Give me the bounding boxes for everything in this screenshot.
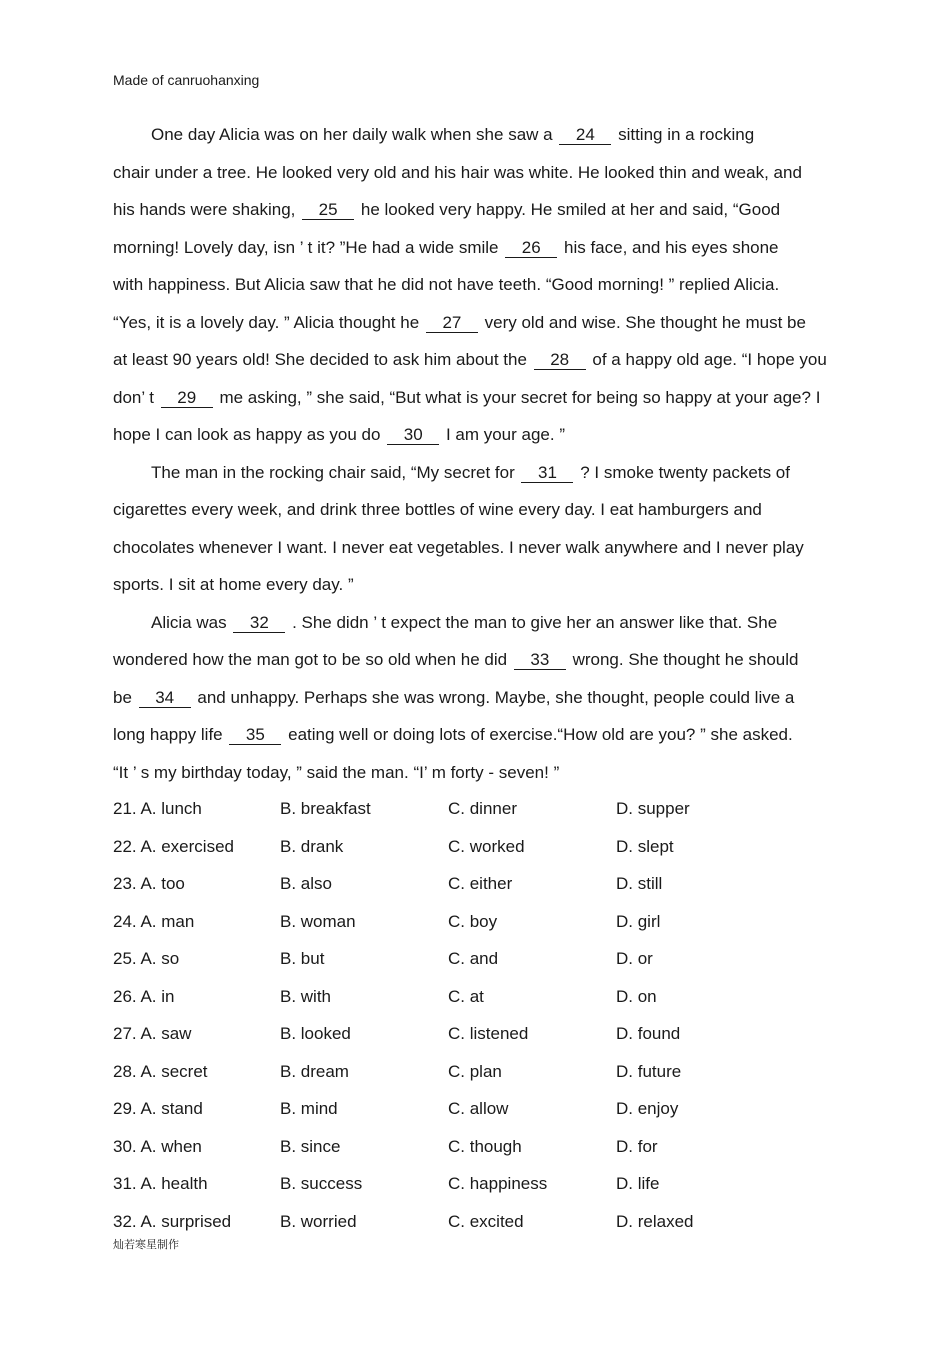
passage-line — [113, 385, 883, 423]
question-row — [113, 985, 813, 1023]
passage-line — [113, 122, 883, 160]
question-number-and-option-a — [113, 872, 185, 896]
answer-blank: 28 — [534, 351, 586, 370]
question-row — [113, 910, 813, 948]
option-a: A. secret — [140, 1061, 208, 1081]
option-b: B. breakfast — [280, 799, 371, 818]
option-b: B. looked — [280, 1024, 351, 1043]
passage-line — [113, 235, 883, 273]
option-c: C. excited — [448, 1211, 524, 1231]
answer-blank: 34 — [139, 689, 191, 708]
passage-text: and unhappy. Perhaps she was wrong. Maybe, she thought, people could live a — [197, 687, 795, 707]
option-a: A. surprised — [140, 1211, 232, 1231]
passage-text: me asking, ” she said, “But what is your secret for being so happy at your age? I — [219, 387, 821, 407]
passage-text: with happiness. But Alicia saw that he did not have teeth. “Good morning! ” replied Alicia. — [113, 275, 780, 294]
option-c: C. and — [448, 949, 499, 968]
passage-line — [113, 310, 883, 348]
option-c: C. boy — [448, 911, 498, 931]
passage-line — [113, 272, 883, 310]
passage-text: sitting in a rocking — [618, 125, 755, 144]
question-number: 28. — [113, 1061, 137, 1081]
passage-text: One day Alicia was on her daily walk when she saw a — [151, 125, 553, 144]
answer-blank: 27 — [426, 314, 478, 333]
page-footer: 灿若寒星制作 — [113, 1239, 179, 1251]
passage-text: of a happy old age. “I hope you — [592, 350, 827, 369]
passage-text: morning! Lovely day, isn ’ t it? ”He had a wide smile — [113, 237, 499, 257]
question-number-and-option-a — [113, 835, 234, 859]
question-number: 25. — [113, 949, 137, 968]
passage-text: “Yes, it is a lovely day. ” Alicia thought he — [113, 312, 420, 332]
question-number-and-option-a — [113, 1210, 231, 1234]
option-d: D. or — [616, 949, 653, 968]
question-number: 24. — [113, 911, 137, 931]
option-c: C. listened — [448, 1024, 529, 1043]
answer-blank: 24 — [559, 126, 611, 145]
passage-line — [113, 160, 883, 198]
option-d: D. on — [616, 986, 657, 1006]
question-number: 29. — [113, 1099, 137, 1118]
option-c: C. worked — [448, 836, 525, 856]
question-list — [113, 797, 813, 1247]
passage-text: wrong. She thought he should — [572, 650, 799, 669]
answer-blank: 30 — [387, 426, 439, 445]
question-number-and-option-a — [113, 910, 194, 934]
question-row — [113, 1135, 813, 1173]
passage-text: ? I smoke twenty packets of — [580, 462, 790, 482]
question-number-and-option-a — [113, 1060, 208, 1084]
question-number: 27. — [113, 1024, 137, 1043]
question-number-and-option-a — [113, 797, 202, 821]
option-d: D. life — [616, 1174, 660, 1193]
option-a: A. so — [140, 949, 180, 968]
question-number: 23. — [113, 874, 137, 893]
question-row — [113, 797, 813, 835]
question-row — [113, 1097, 813, 1135]
question-row — [113, 1172, 813, 1210]
option-b: B. mind — [280, 1099, 338, 1118]
question-number: 22. — [113, 836, 137, 856]
option-b: B. dream — [280, 1061, 349, 1081]
passage-text: Alicia was — [151, 612, 227, 632]
passage-text: eating well or doing lots of exercise.“How old are you? ” she asked. — [288, 725, 793, 744]
passage-text: his face, and his eyes shone — [563, 237, 779, 257]
passage-text: he looked very happy. He smiled at her and said, “Good — [360, 200, 781, 219]
passage-text: be — [113, 687, 132, 707]
answer-blank: 25 — [302, 201, 354, 220]
passage-text: don’ t — [113, 387, 154, 407]
option-d: D. still — [616, 874, 663, 893]
passage-line — [113, 722, 883, 760]
option-b: B. success — [280, 1174, 363, 1193]
passage-line — [113, 460, 883, 498]
question-row — [113, 1210, 813, 1248]
question-number: 21. — [113, 799, 137, 818]
passage-text: chocolates whenever I want. I never eat vegetables. I never walk anywhere and I never play — [113, 537, 804, 557]
option-d: D. slept — [616, 836, 674, 856]
passage-line — [113, 647, 883, 685]
question-number-and-option-a — [113, 1135, 202, 1159]
option-d: D. girl — [616, 911, 661, 931]
option-d: D. relaxed — [616, 1211, 694, 1231]
question-row — [113, 1022, 813, 1060]
passage-text: chair under a tree. He looked very old and his hair was white. He looked thin and weak, and — [113, 162, 802, 182]
option-b: B. woman — [280, 911, 356, 931]
option-a: A. health — [140, 1174, 208, 1193]
passage-line — [113, 535, 883, 573]
question-number-and-option-a — [113, 1097, 203, 1121]
option-b: B. with — [280, 986, 332, 1006]
passage-line — [113, 497, 883, 535]
question-number-and-option-a — [113, 947, 179, 971]
option-d: D. enjoy — [616, 1099, 679, 1118]
question-row — [113, 947, 813, 985]
question-row — [113, 1060, 813, 1098]
option-c: C. happiness — [448, 1174, 548, 1193]
option-a: A. stand — [140, 1099, 203, 1118]
question-number-and-option-a — [113, 985, 174, 1009]
passage-text: very old and wise. She thought he must be — [484, 312, 806, 332]
passage-line — [113, 347, 883, 385]
option-b: B. but — [280, 949, 325, 968]
option-a: A. man — [140, 911, 195, 931]
option-c: C. though — [448, 1136, 522, 1156]
passage-text: cigarettes every week, and drink three bottles of wine every day. I eat hamburgers and — [113, 500, 762, 519]
option-a: A. exercised — [140, 836, 234, 856]
cloze-passage — [113, 122, 883, 797]
answer-blank: 35 — [229, 726, 281, 745]
option-d: D. for — [616, 1136, 658, 1156]
passage-text: The man in the rocking chair said, “My secret for — [151, 462, 515, 482]
option-c: C. either — [448, 874, 513, 893]
question-number-and-option-a — [113, 1022, 191, 1046]
option-b: B. also — [280, 874, 332, 893]
passage-text: at least 90 years old! She decided to ask him about the — [113, 350, 527, 369]
passage-line — [113, 422, 883, 460]
option-b: B. worried — [280, 1211, 357, 1231]
answer-blank: 26 — [505, 239, 557, 258]
passage-line — [113, 197, 883, 235]
passage-line — [113, 685, 883, 723]
passage-line — [113, 610, 883, 648]
option-c: C. allow — [448, 1099, 509, 1118]
option-c: C. plan — [448, 1061, 502, 1081]
question-row — [113, 872, 813, 910]
option-c: C. dinner — [448, 799, 517, 818]
passage-text: wondered how the man got to be so old when he did — [113, 650, 508, 669]
option-a: A. saw — [140, 1024, 192, 1043]
question-number: 26. — [113, 986, 137, 1006]
question-row — [113, 835, 813, 873]
question-number: 32. — [113, 1211, 137, 1231]
option-b: B. drank — [280, 836, 344, 856]
answer-blank: 33 — [514, 651, 566, 670]
question-number: 31. — [113, 1174, 137, 1193]
option-d: D. supper — [616, 799, 690, 818]
option-a: A. when — [140, 1136, 202, 1156]
page-header: Made of canruohanxing — [113, 72, 260, 88]
passage-text: I am your age. ” — [445, 425, 565, 444]
passage-line — [113, 760, 883, 798]
passage-text: hope I can look as happy as you do — [113, 425, 381, 444]
answer-blank: 31 — [521, 464, 573, 483]
answer-blank: 29 — [161, 389, 213, 408]
option-d: D. future — [616, 1061, 682, 1081]
passage-text: sports. I sit at home every day. ” — [113, 575, 354, 594]
answer-blank: 32 — [233, 614, 285, 633]
passage-text: his hands were shaking, — [113, 200, 296, 219]
option-d: D. found — [616, 1024, 681, 1043]
passage-text: long happy life — [113, 725, 223, 744]
option-c: C. at — [448, 986, 484, 1006]
question-number-and-option-a — [113, 1172, 208, 1196]
option-a: A. too — [140, 874, 185, 893]
passage-text: “It ’ s my birthday today, ” said the man. “I’ m forty - seven! ” — [113, 762, 560, 782]
option-a: A. lunch — [140, 799, 202, 818]
question-number: 30. — [113, 1136, 137, 1156]
passage-line — [113, 572, 883, 610]
option-b: B. since — [280, 1136, 341, 1156]
passage-text: . She didn ’ t expect the man to give her an answer like that. She — [292, 612, 778, 632]
option-a: A. in — [140, 986, 175, 1006]
